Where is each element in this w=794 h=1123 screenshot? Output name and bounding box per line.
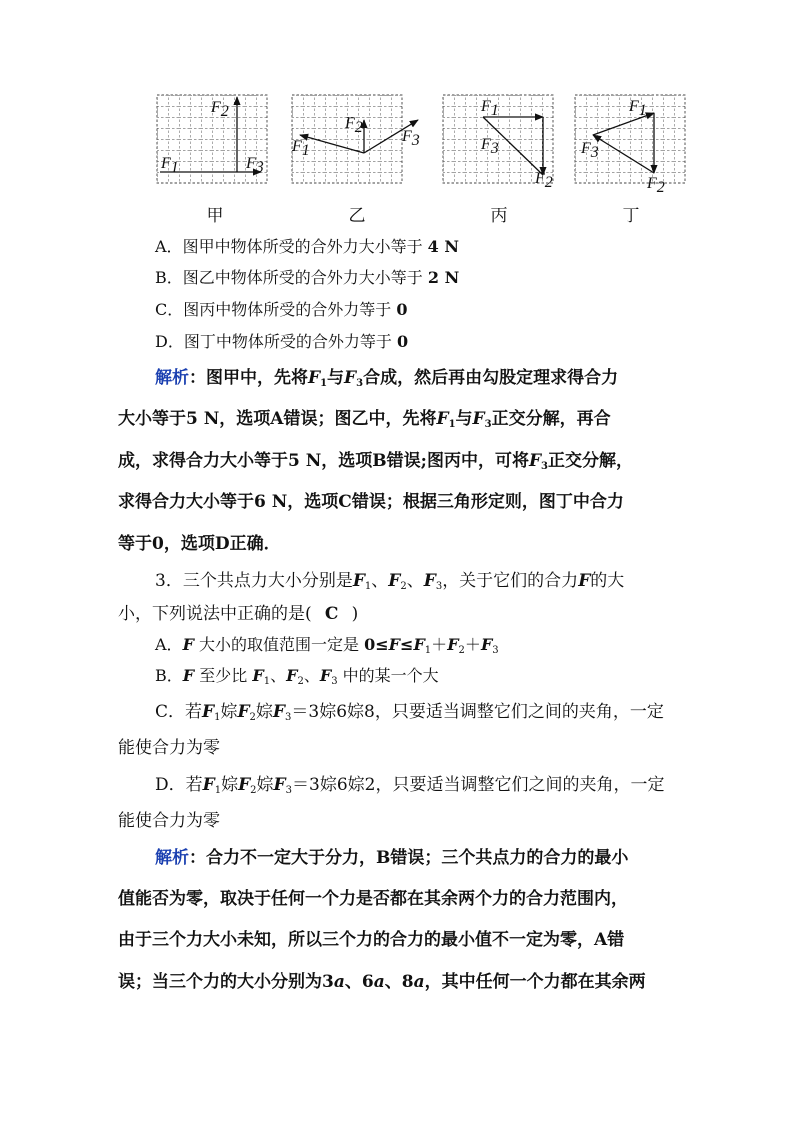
figure-yi	[292, 95, 420, 226]
q3-analysis-line-4: 误；当三个力的大小分别为3a、6a、8a，其中任何一个力都在其余两	[118, 972, 646, 992]
q3-analysis-line-1: 解析：合力不一定大于分力，B错误；三个共点力的合力的最小	[155, 848, 629, 868]
svg-text:F3: F3	[481, 136, 499, 157]
q2-analysis-line-3: 成，求得合力大小等于5 N，选项B错误;图丙中，可将$F_3$正交分解，	[118, 451, 633, 472]
svg-text:F3: F3	[246, 155, 264, 176]
q2-option-a: A．图甲中物体所受的合外力大小等于 4 N	[155, 237, 459, 256]
q3-stem-line-1: 3．三个共点力大小分别是$F_1$、$F_2$、$F_3$，关于它们的合力F的大	[155, 571, 625, 592]
q2-option-d: D．图丁中物体所受的合外力等于 0	[155, 332, 409, 351]
analysis-label: 解析	[155, 848, 189, 868]
svg-text:F3: F3	[402, 128, 420, 149]
q2-analysis-line-1: 解析：图甲中，先将$F_1$与$F_3$合成，然后再由勾股定理求得合力	[155, 368, 619, 389]
q2-option-c: C．图丙中物体所受的合外力等于 0	[155, 300, 408, 319]
figure-caption-yi: 乙	[348, 206, 366, 226]
q3-option-d: D．若$F_1$婃$F_2$婃$F_3=3$婃6婃2，只要适当调整它们之间的夹角，一定	[155, 775, 665, 796]
svg-text:F2: F2	[535, 170, 553, 191]
svg-text:F3: F3	[581, 140, 599, 161]
svg-text:F2: F2	[647, 175, 665, 196]
q3-stem-line-2: 小，下列说法中正确的是( C )	[118, 604, 359, 624]
svg-text:F1: F1	[161, 155, 179, 176]
q3-option-c: C．若$F_1$婃$F_2$婃$F_3=3$婃6婃8，只要适当调整它们之间的夹角，一定	[155, 702, 664, 723]
svg-text:F1: F1	[481, 98, 499, 119]
analysis-label: 解析	[155, 368, 189, 388]
figure-ding	[575, 95, 687, 226]
q3-option-b: B．F 至少比 $F_1$、$F_2$、$F_3$ 中的某一个大	[155, 666, 439, 687]
figure-caption-bing: 丙	[490, 206, 508, 226]
answer-letter: C	[324, 604, 339, 624]
figure-bing	[443, 95, 555, 226]
svg-text:F2: F2	[345, 115, 363, 136]
q2-option-b: B．图乙中物体所受的合外力大小等于 2 N	[155, 268, 460, 287]
svg-text:F1: F1	[629, 98, 647, 119]
q3-analysis-line-2: 值能否为零，取决于任何一个力是否都在其余两个力的合力范围内，	[118, 889, 628, 909]
figure-caption-jia: 甲	[206, 206, 224, 226]
svg-text:F1: F1	[292, 138, 310, 159]
q2-analysis-line-2: 大小等于5 N，选项A错误；图乙中，先将$F_1$与$F_3$正交分解，再合	[118, 409, 611, 430]
q2-analysis-line-5: 等于0，选项D正确．	[118, 534, 281, 554]
svg-text:F2: F2	[211, 99, 229, 120]
figure-jia	[157, 95, 269, 226]
q2-analysis-line-4: 求得合力大小等于6 N，选项C错误；根据三角形定则，图丁中合力	[118, 492, 624, 512]
q3-option-d-line-2: 能使合力为零	[118, 811, 220, 831]
figure-caption-ding: 丁	[622, 206, 640, 226]
force-figures	[0, 95, 794, 230]
q3-option-a: A．F 大小的取值范围一定是 $0\le F\le F_1+F_2+F_3$	[155, 635, 499, 656]
q3-analysis-line-3: 由于三个力大小未知，所以三个力的合力的最小值不一定为零，A错	[118, 930, 625, 950]
q3-option-c-line-2: 能使合力为零	[118, 738, 220, 758]
